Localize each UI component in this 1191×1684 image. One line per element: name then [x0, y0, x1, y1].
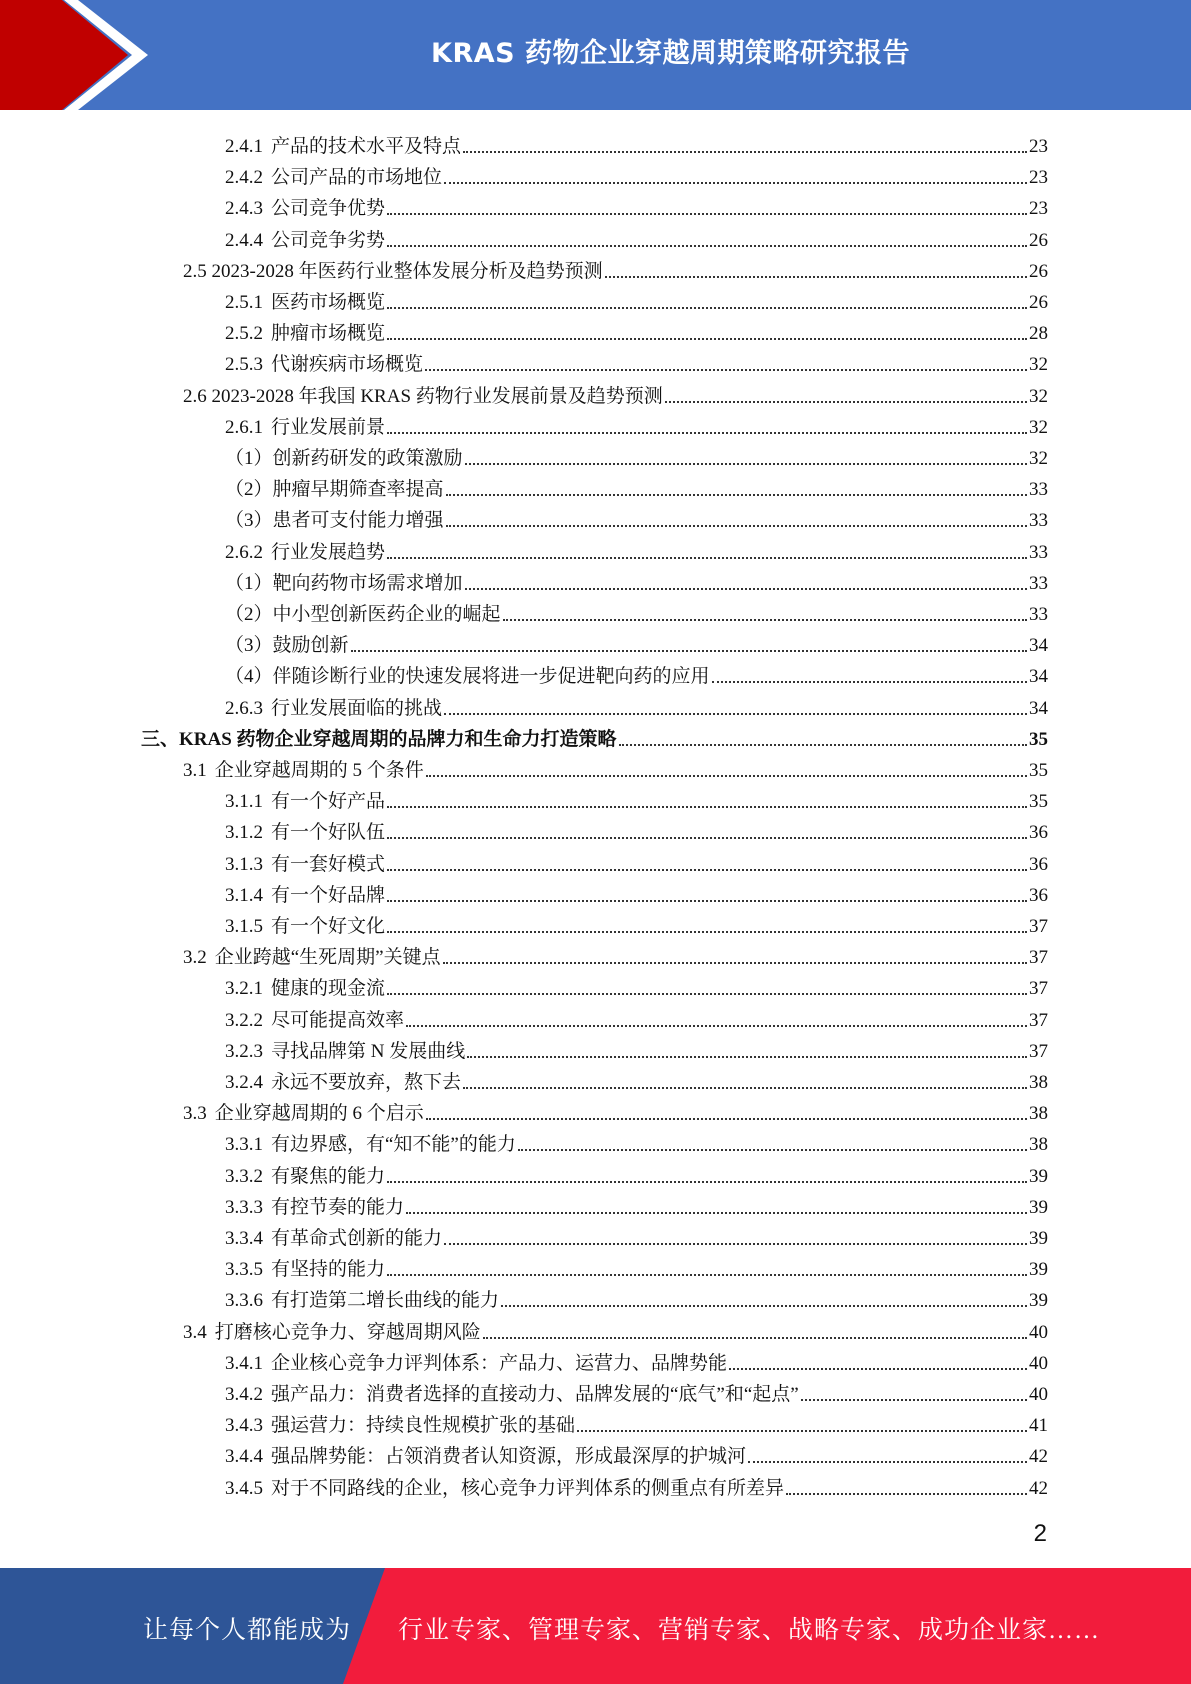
toc-entry[interactable]	[225, 222, 1048, 253]
toc-dot-leader	[351, 650, 1027, 652]
toc-dot-leader	[665, 401, 1027, 403]
toc-entry-text: 有聚焦的能力	[271, 1165, 386, 1187]
toc-entry-page: 39	[1029, 1165, 1048, 1187]
toc-entry-page: 42	[1029, 1477, 1048, 1499]
toc-entry[interactable]	[225, 502, 1048, 533]
toc-entry-label	[183, 385, 663, 409]
toc-entry-label	[225, 197, 385, 221]
toc-entry-number: 3.3.5	[225, 1259, 263, 1281]
page-number: 2	[1033, 1520, 1047, 1547]
toc-entry-text: 有一个好产品	[271, 791, 386, 813]
toc-dot-leader	[406, 1212, 1027, 1214]
toc-entry[interactable]	[225, 877, 1048, 908]
footer-slogan-right: 行业专家、管理专家、营销专家、战略专家、成功企业家……	[398, 1617, 1101, 1644]
toc-entry-text: 健康的现金流	[271, 978, 386, 1000]
toc-entry-number: 3.4.5	[225, 1477, 263, 1499]
toc-entry-page: 33	[1029, 479, 1048, 501]
toc-entry-number: 3.2.1	[225, 978, 263, 1000]
toc-entry-text: 医药市场概览	[271, 292, 386, 313]
toc-entry-text: 对于不同路线的企业，核心竞争力评判体系的侧重点有所差异	[271, 1477, 785, 1499]
toc-entry-text: 有坚持的能力	[271, 1259, 386, 1281]
toc-dot-leader	[444, 182, 1027, 184]
toc-entry-label	[225, 1383, 799, 1407]
toc-entry-page: 39	[1029, 1290, 1048, 1312]
toc-entry-label	[141, 728, 617, 752]
toc-entry-text: 有打造第二增长曲线的能力	[271, 1290, 500, 1312]
toc-entry-page: 34	[1029, 697, 1048, 719]
toc-entry-text: 产品的技术水平及特点	[271, 136, 462, 157]
toc-entry[interactable]	[225, 1345, 1048, 1376]
toc-dot-leader	[387, 1274, 1027, 1276]
toc-entry-number: 3.4.4	[225, 1446, 263, 1468]
toc-entry-page: 37	[1029, 947, 1048, 969]
toc-dot-leader	[387, 338, 1027, 340]
toc-entry-label	[225, 541, 385, 565]
toc-entry-label	[225, 1352, 727, 1376]
toc-entry-page: 32	[1029, 448, 1048, 469]
toc-entry-label	[225, 1165, 385, 1189]
toc-entry-text: 有一个好文化	[271, 916, 386, 937]
toc-entry-page: 23	[1029, 198, 1048, 220]
toc-entry-page: 26	[1029, 292, 1048, 313]
toc-entry-label	[225, 322, 385, 346]
toc-entry-number: 3.2.4	[225, 1072, 263, 1093]
toc-dot-leader	[406, 1025, 1027, 1027]
toc-entry-label	[225, 1477, 784, 1501]
toc-entry-text: 强产品力：消费者选择的直接动力、品牌发展的“底气”和“起点”	[271, 1384, 799, 1405]
toc-dot-leader	[387, 307, 1027, 309]
toc-entry-label	[225, 291, 385, 315]
toc-entry-text: （3）患者可支付能力增强	[225, 510, 444, 532]
toc-entry-page: 32	[1029, 354, 1048, 376]
toc-entry-text: 企业穿越周期的 6 个启示	[214, 1103, 424, 1125]
toc-entry-label	[225, 135, 461, 159]
toc-entry-page: 35	[1029, 791, 1048, 813]
toc-entry-label	[225, 353, 423, 377]
toc-entry-label	[225, 1133, 516, 1157]
toc-dot-leader	[426, 1118, 1027, 1120]
toc-entry-label	[225, 166, 442, 190]
toc-entry-number: 3.3.4	[225, 1228, 263, 1249]
toc-entry-number: 3.1.5	[225, 916, 263, 937]
toc-entry-label	[225, 1289, 499, 1313]
toc-entry-text: 打磨核心竞争力、穿越周期风险	[214, 1321, 481, 1343]
toc-entry-label	[225, 853, 385, 877]
toc-entry[interactable]	[225, 346, 1048, 377]
toc-entry-text: 有革命式创新的能力	[271, 1228, 443, 1249]
toc-entry-page: 38	[1029, 1134, 1048, 1156]
toc-dot-leader	[577, 1430, 1027, 1432]
toc-entry-page: 28	[1029, 323, 1048, 345]
toc-entry-text: 行业发展趋势	[271, 541, 386, 563]
toc-entry-text: 公司产品的市场地位	[271, 167, 443, 189]
toc-entry-label	[225, 1414, 575, 1438]
toc-entry[interactable]	[225, 190, 1048, 221]
toc-entry-label	[225, 1445, 746, 1469]
toc-dot-leader	[446, 525, 1027, 527]
toc-entry[interactable]	[225, 1251, 1048, 1282]
toc-entry-page: 23	[1029, 136, 1048, 157]
toc-entry-number: 2.5.1	[225, 292, 263, 313]
toc-dot-leader	[786, 1493, 1027, 1495]
toc-dot-leader	[387, 837, 1027, 839]
toc-entry-text: 有一套好模式	[271, 853, 386, 875]
toc-entry-label	[225, 790, 385, 814]
toc-dot-leader	[518, 1149, 1027, 1151]
toc-entry-text: 行业发展前景	[271, 416, 386, 438]
toc-entry-number: 3.1	[183, 760, 207, 781]
toc-dot-leader	[425, 369, 1027, 371]
toc-entry[interactable]	[225, 970, 1048, 1001]
toc-entry[interactable]	[183, 253, 1048, 284]
toc-entry[interactable]	[225, 284, 1048, 315]
toc-entry[interactable]	[225, 846, 1048, 877]
toc-entry-label	[225, 1258, 385, 1282]
toc-entry-number: 3.1.2	[225, 822, 263, 844]
toc-entry-number: 2.6.3	[225, 697, 263, 719]
toc-dot-leader	[444, 1243, 1027, 1245]
toc-entry[interactable]	[225, 159, 1048, 190]
toc-dot-leader	[801, 1399, 1027, 1401]
toc-entry-label	[225, 634, 349, 658]
toc-entry[interactable]	[225, 1376, 1048, 1407]
toc-dot-leader	[729, 1368, 1027, 1370]
toc-entry-label	[183, 260, 603, 284]
toc-entry-text: 代谢疾病市场概览	[271, 354, 424, 376]
toc-entry-text: 企业穿越周期的 5 个条件	[214, 760, 424, 781]
footer-slogan-left: 让每个人都能成为	[143, 1617, 352, 1644]
toc-entry-text: 尽可能提高效率	[271, 1009, 405, 1031]
toc-entry-text: 肿瘤市场概览	[271, 323, 386, 345]
toc-entry-number: 3.3.6	[225, 1290, 263, 1312]
toc-entry-page: 37	[1029, 1040, 1048, 1062]
toc-entry-page: 40	[1029, 1352, 1048, 1374]
toc-entry-label	[225, 447, 463, 471]
toc-entry-text: （2）中小型创新医药企业的崛起	[225, 604, 501, 625]
toc-entry[interactable]	[141, 721, 1048, 752]
toc-entry-number: 2.5.3	[225, 354, 263, 376]
toc-entry-text: 2.6 2023-2028 年我国 KRAS 药物行业发展前景及趋势预测	[183, 385, 663, 407]
toc-entry[interactable]	[225, 1002, 1048, 1033]
toc-entry-text: （3）鼓励创新	[225, 635, 349, 657]
toc-entry-number: 2.5.2	[225, 323, 263, 345]
toc-entry-number: 3.3.3	[225, 1196, 263, 1218]
toc-entry-page: 42	[1029, 1446, 1048, 1468]
header-arrow-decoration	[0, 0, 160, 110]
toc-entry-label	[225, 603, 501, 627]
toc-entry-label	[183, 759, 424, 783]
toc-entry-page: 36	[1029, 884, 1048, 906]
toc-entry-text: 有一个好队伍	[271, 822, 386, 844]
toc-entry[interactable]	[225, 565, 1048, 596]
toc-entry-number: 3.4.3	[225, 1415, 263, 1437]
toc-entry-page: 33	[1029, 510, 1048, 532]
toc-entry-page: 40	[1029, 1384, 1048, 1405]
toc-entry-label	[225, 1071, 461, 1095]
toc-entry-text: 2.5 2023-2028 年医药行业整体发展分析及趋势预测	[183, 260, 603, 282]
toc-dot-leader	[501, 1305, 1027, 1307]
toc-entry[interactable]	[225, 690, 1048, 721]
toc-entry-page: 35	[1029, 760, 1048, 781]
toc-entry[interactable]	[225, 1158, 1048, 1189]
toc-dot-leader	[387, 1181, 1027, 1183]
toc-entry-page: 36	[1029, 853, 1048, 875]
toc-entry[interactable]	[225, 596, 1048, 627]
toc-entry-label	[183, 1321, 481, 1345]
toc-dot-leader	[387, 993, 1027, 995]
toc-entry-text: 强品牌势能：占领消费者认知资源，形成最深厚的护城河	[271, 1446, 747, 1468]
toc-entry-number: 3.4	[183, 1321, 207, 1343]
toc-entry-page: 32	[1029, 416, 1048, 438]
toc-entry-number: 3.1.4	[225, 884, 263, 906]
toc-entry-number: 3.1.3	[225, 853, 263, 875]
toc-entry[interactable]	[225, 814, 1048, 845]
toc-dot-leader	[619, 744, 1027, 746]
toc-entry[interactable]	[225, 471, 1048, 502]
toc-entry[interactable]	[225, 1438, 1048, 1469]
toc-dot-leader	[387, 869, 1027, 871]
toc-entry-page: 26	[1029, 229, 1048, 251]
toc-entry[interactable]	[225, 1033, 1048, 1064]
toc-entry-page: 35	[1029, 728, 1048, 750]
toc-entry-number: 2.4.3	[225, 198, 263, 220]
toc-dot-leader	[467, 1056, 1027, 1058]
toc-dot-leader	[444, 713, 1027, 715]
toc-dot-leader	[387, 900, 1027, 902]
toc-entry-text: （1）靶向药物市场需求增加	[225, 572, 463, 594]
toc-entry-number: 3.3	[183, 1103, 207, 1125]
toc-entry-number: 2.6.2	[225, 541, 263, 563]
toc-entry-page: 33	[1029, 572, 1048, 594]
toc-entry[interactable]	[225, 1470, 1048, 1501]
toc-dot-leader	[463, 151, 1027, 153]
toc-entry-label	[225, 416, 385, 440]
toc-entry-page: 40	[1029, 1321, 1048, 1343]
toc-entry-number: 3.4.1	[225, 1352, 263, 1374]
toc-dot-leader	[443, 962, 1027, 964]
toc-entry-text: 有边界感，有“知不能”的能力	[271, 1134, 516, 1156]
toc-entry-number: 2.4.2	[225, 167, 263, 189]
toc-entry-page: 32	[1029, 385, 1048, 407]
toc-entry[interactable]	[183, 752, 1048, 783]
toc-entry-label	[183, 946, 441, 970]
toc-entry[interactable]	[225, 534, 1048, 565]
toc-entry[interactable]	[225, 1407, 1048, 1438]
toc-entry-page: 39	[1029, 1259, 1048, 1281]
toc-dot-leader	[387, 245, 1027, 247]
toc-entry-number: 3.3.2	[225, 1165, 263, 1187]
toc-dot-leader	[446, 494, 1027, 496]
toc-dot-leader	[483, 1337, 1027, 1339]
toc-entry-number: 2.4.4	[225, 229, 263, 251]
toc-dot-leader	[463, 1087, 1027, 1089]
toc-entry-page: 36	[1029, 822, 1048, 844]
toc-entry-text: 有控节奏的能力	[271, 1196, 405, 1218]
toc-entry[interactable]	[225, 1189, 1048, 1220]
toc-entry-label	[225, 478, 444, 502]
toc-entry-label	[225, 1040, 465, 1064]
toc-dot-leader	[605, 276, 1027, 278]
toc-entry[interactable]	[225, 1064, 1048, 1095]
page-footer	[0, 1568, 1191, 1684]
toc-entry-page: 37	[1029, 1009, 1048, 1031]
toc-entry-number: 3.2.2	[225, 1009, 263, 1031]
toc-dot-leader	[387, 213, 1027, 215]
toc-entry-page: 39	[1029, 1228, 1048, 1249]
toc-entry-label	[225, 229, 385, 253]
toc-entry-text: 强运营力：持续良性规模扩张的基础	[271, 1415, 576, 1437]
toc-entry[interactable]	[225, 440, 1048, 471]
toc-entry-text: 寻找品牌第 N 发展曲线	[271, 1040, 466, 1062]
toc-entry-text: 三、KRAS 药物企业穿越周期的品牌力和生命力打造策略	[141, 728, 617, 750]
toc-entry-text: 永远不要放弃，熬下去	[271, 1072, 462, 1093]
toc-entry-page: 34	[1029, 666, 1048, 688]
toc-entry-label	[225, 1196, 404, 1220]
toc-entry-text: （1）创新药研发的政策激励	[225, 448, 463, 469]
toc-entry-text: 行业发展面临的挑战	[271, 697, 443, 719]
toc-dot-leader	[426, 775, 1027, 777]
toc-entry-text: （4）伴随诊断行业的快速发展将进一步促进靶向药的应用	[225, 666, 710, 688]
toc-entry[interactable]	[183, 378, 1048, 409]
toc-entry[interactable]	[225, 128, 1048, 159]
toc-entry-text: 公司竞争劣势	[271, 229, 386, 251]
toc-dot-leader	[387, 931, 1027, 933]
toc-entry-number: 3.3.1	[225, 1134, 263, 1156]
toc-entry-label	[225, 572, 463, 596]
toc-entry-page: 34	[1029, 635, 1048, 657]
toc-entry-page: 23	[1029, 167, 1048, 189]
toc-entry[interactable]	[225, 409, 1048, 440]
toc-entry-page: 37	[1029, 916, 1048, 937]
header-title: KRAS 药物企业穿越周期策略研究报告	[431, 37, 910, 69]
toc-entry-page: 38	[1029, 1103, 1048, 1125]
toc-entry-number: 3.1.1	[225, 791, 263, 813]
toc-entry[interactable]	[225, 1126, 1048, 1157]
toc-dot-leader	[387, 557, 1027, 559]
page-header	[0, 0, 1191, 110]
toc-entry-number: 2.6.1	[225, 416, 263, 438]
toc-entry[interactable]	[225, 783, 1048, 814]
toc-entry-label	[225, 821, 385, 845]
toc-entry[interactable]	[183, 939, 1048, 970]
toc-entry-label	[225, 665, 710, 689]
toc-entry-number: 2.4.1	[225, 136, 263, 157]
toc-dot-leader	[465, 588, 1027, 590]
toc-entry-label	[225, 1009, 404, 1033]
toc-entry-label	[225, 884, 385, 908]
toc-entry-page: 39	[1029, 1196, 1048, 1218]
toc-entry[interactable]	[225, 1220, 1048, 1251]
toc-entry-number: 3.4.2	[225, 1384, 263, 1405]
toc-entry-text: 企业跨越“生死周期”关键点	[214, 947, 441, 969]
toc-entry[interactable]	[225, 315, 1048, 346]
toc-entry[interactable]	[225, 627, 1048, 658]
toc-entry-page: 26	[1029, 260, 1048, 282]
toc-dot-leader	[748, 1461, 1027, 1463]
toc-entry-label	[225, 697, 442, 721]
toc-entry-number: 3.2	[183, 947, 207, 969]
toc-entry[interactable]	[225, 658, 1048, 689]
toc-entry-text: 有一个好品牌	[271, 884, 386, 906]
toc-entry-label	[225, 915, 385, 939]
toc-entry[interactable]	[183, 1314, 1048, 1345]
toc-dot-leader	[387, 432, 1027, 434]
toc-dot-leader	[465, 463, 1027, 465]
toc-entry-text: 企业核心竞争力评判体系：产品力、运营力、品牌势能	[271, 1352, 728, 1374]
toc-entry-label	[183, 1102, 424, 1126]
toc-dot-leader	[387, 806, 1027, 808]
toc-dot-leader	[712, 681, 1027, 683]
toc-entry[interactable]	[183, 1095, 1048, 1126]
toc-entry-page: 37	[1029, 978, 1048, 1000]
toc-entry[interactable]	[225, 1282, 1048, 1313]
toc-entry-number: 3.2.3	[225, 1040, 263, 1062]
toc-entry-page: 33	[1029, 541, 1048, 563]
toc-entry-label	[225, 1227, 442, 1251]
toc-entry-text: （2）肿瘤早期筛查率提高	[225, 479, 444, 501]
toc-entry-text: 公司竞争优势	[271, 198, 386, 220]
toc-entry-label	[225, 977, 385, 1001]
toc-entry-page: 38	[1029, 1072, 1048, 1093]
toc-entry-page: 33	[1029, 604, 1048, 625]
toc-entry-page: 41	[1029, 1415, 1048, 1437]
toc-dot-leader	[503, 619, 1027, 621]
toc-entry-label	[225, 509, 444, 533]
toc-entry[interactable]	[225, 908, 1048, 939]
